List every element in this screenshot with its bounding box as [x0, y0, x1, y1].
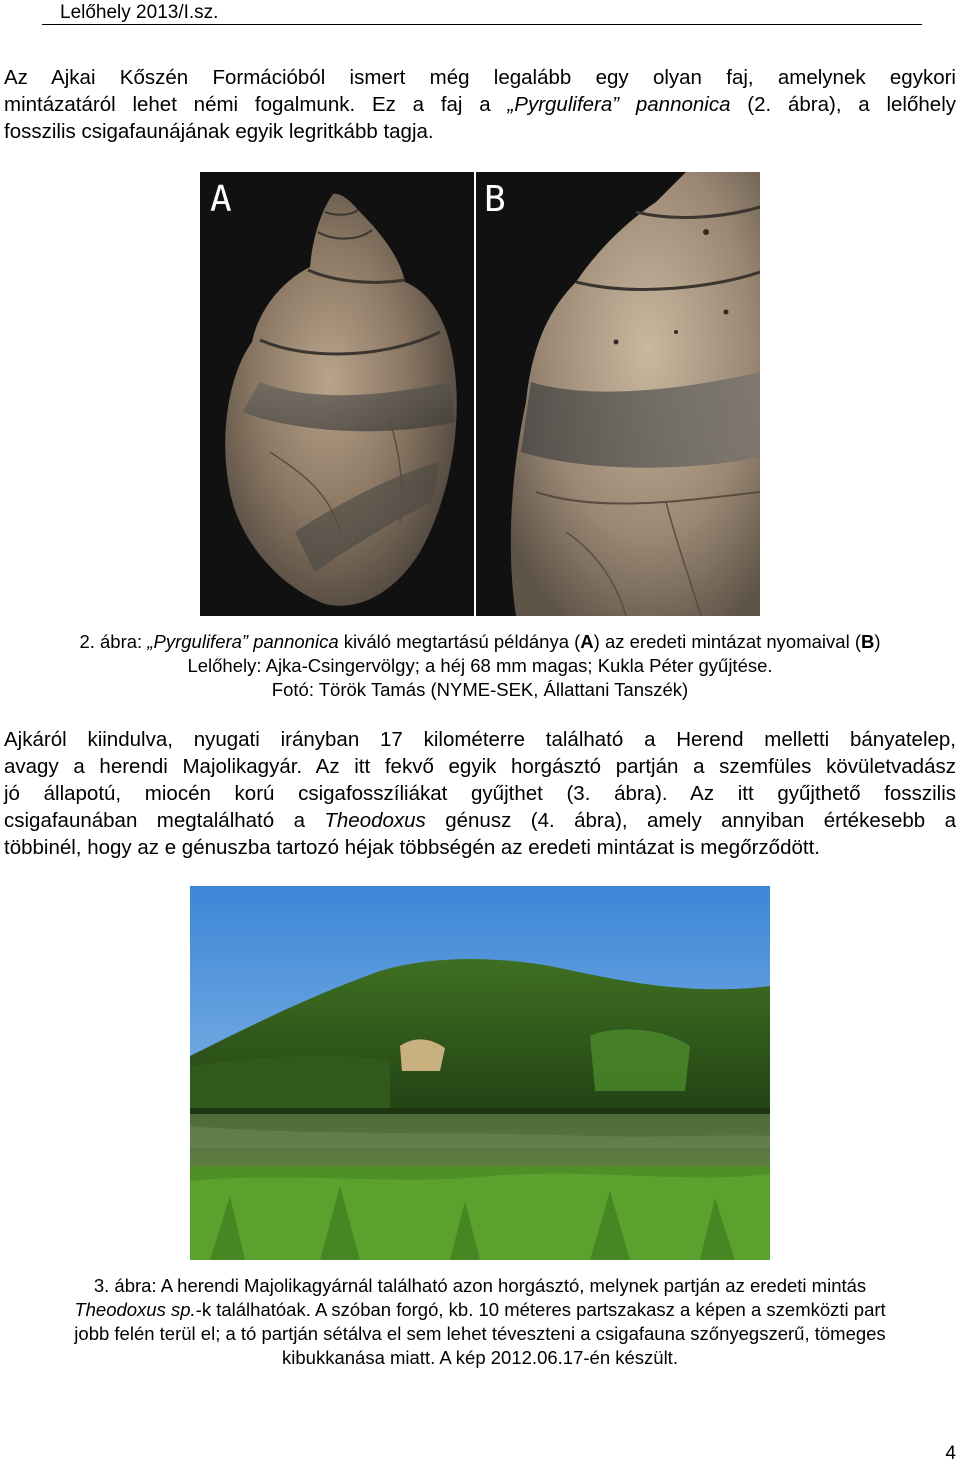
page-number: 4 — [945, 1443, 956, 1464]
paragraph-intro — [4, 64, 956, 145]
shell-photo-b — [476, 172, 760, 616]
para2-line3: jó állapotú, miocén korú csigafosszíliákat gyűjthet (3. ábra). Az itt gyűjthető fosszilis — [4, 782, 956, 805]
species-name: „Pyrgulifera” pannonica — [507, 93, 731, 116]
paragraph-herend — [4, 726, 956, 861]
shell-photo-a — [200, 172, 474, 616]
fig3-caption-line1: 3. ábra: A herendi Majolikagyárnál található azon horgásztó, melynek partján az eredeti mintás — [93, 1275, 867, 1296]
lake-photo — [190, 886, 770, 1260]
fig3-caption-line4: kibukkanása miatt. A kép 2012.06.17-én készült. — [282, 1347, 678, 1368]
fig2-caption-line3: Fotó: Török Tamás (NYME-SEK, Állattani Tanszék) — [271, 679, 689, 700]
fig2-caption-line1: 2. ábra: „Pyrgulifera” pannonica kiváló megtartású példánya (A) az eredeti mintázat nyomaival (B) — [79, 631, 881, 652]
para2-line1: Ajkáról kiindulva, nyugati irányban 17 kilométerre található a Herend melletti bányatelep, — [4, 728, 956, 751]
para2-line5: többinél, hogy az e génuszba tartozó héjak többségén az eredeti mintázat is megőrződött. — [4, 836, 820, 859]
figure2-caption — [0, 630, 960, 702]
header-title: Lelőhely 2013/I.sz. — [60, 2, 219, 23]
para2-line2: avagy a herendi Majolikagyár. Az itt fekvő egyik horgásztó partján a szemfüles kövületvadász — [4, 755, 956, 778]
fig3-caption-line3: jobb felén terül el; a tó partján sétálva el sem lehet téveszteni a csigafauna szőnyegszerű, tömeges — [74, 1323, 886, 1344]
label-a: A — [210, 179, 232, 220]
fig3-caption-line2: Theodoxus sp.-k találhatóak. A szóban forgó, kb. 10 méteres partszakasz a képen a szemközti part — [74, 1299, 886, 1320]
para2-line4: csigafaunában megtalálható a Theodoxus génusz (4. ábra), amely annyiban értékesebb a — [4, 809, 956, 832]
fig2-caption-line2: Lelőhely: Ajka-Csingervölgy; a héj 68 mm magas; Kukla Péter gyűjtése. — [187, 655, 773, 676]
label-b: B — [484, 179, 506, 220]
para1-line1: Az Ajkai Kőszén Formációból ismert még legalább egy olyan faj, amelynek egykori — [4, 66, 956, 89]
para1-line2: mintázatáról lehet némi fogalmunk. Ez a faj a „Pyrgulifera” pannonica (2. ábra), a lelőhely — [4, 93, 956, 116]
running-header — [42, 2, 922, 25]
para1-line3: fosszilis csigafaunájának egyik legritkább tagja. — [4, 120, 434, 143]
figure3-caption — [0, 1274, 960, 1370]
